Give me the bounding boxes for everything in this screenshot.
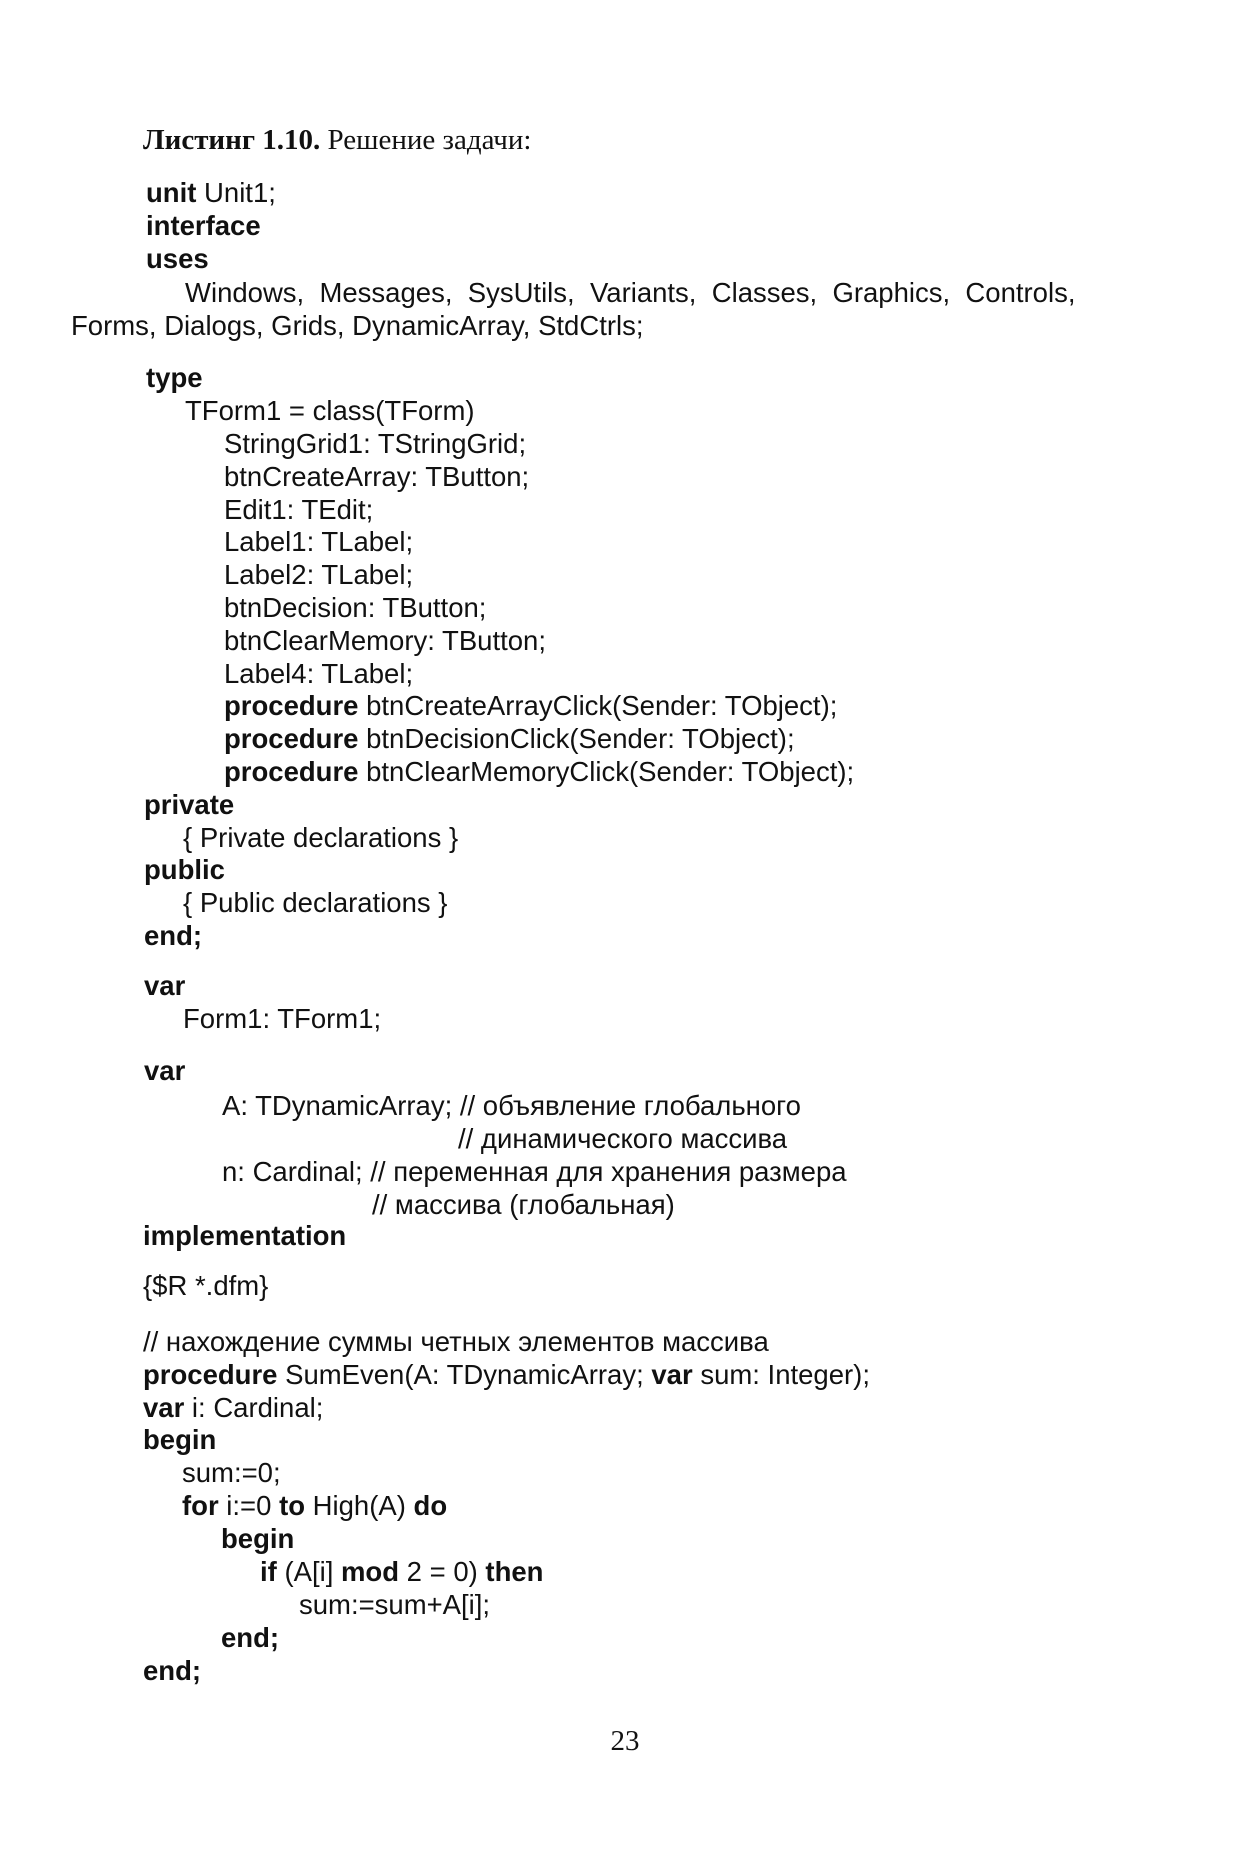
code-line <box>146 177 276 209</box>
code-text: Label1: TLabel; <box>224 526 414 557</box>
code-line <box>224 756 854 788</box>
code-text: Unit1; <box>196 177 276 208</box>
code-line <box>221 1622 279 1654</box>
code-line <box>224 428 526 460</box>
code-line <box>144 970 185 1002</box>
listing-caption <box>143 122 531 158</box>
code-line <box>224 723 795 755</box>
code-line <box>372 1189 675 1221</box>
code-text: // динамического массива <box>458 1123 788 1154</box>
code-text: btnDecisionClick(Sender: TObject); <box>358 723 795 754</box>
code-line <box>146 362 203 394</box>
code-line <box>224 494 373 526</box>
code-text: 2 = 0) <box>399 1556 486 1587</box>
code-line <box>260 1556 543 1588</box>
code-line <box>143 1655 201 1687</box>
code-keyword: to <box>279 1490 306 1521</box>
code-line <box>224 690 837 722</box>
code-line <box>144 1055 185 1087</box>
code-line <box>143 1359 870 1391</box>
code-keyword: private <box>144 789 235 820</box>
code-line <box>183 1003 381 1035</box>
code-line <box>146 210 261 242</box>
code-text: btnClearMemory: TButton; <box>224 625 546 656</box>
code-keyword: if <box>260 1556 277 1587</box>
code-line <box>183 887 447 919</box>
code-text: // массива (глобальная) <box>372 1189 675 1220</box>
code-keyword: end; <box>144 920 203 951</box>
code-keyword: var <box>651 1359 693 1390</box>
code-keyword: procedure <box>224 756 359 787</box>
code-keyword: begin <box>221 1523 295 1554</box>
code-keyword: procedure <box>143 1359 278 1390</box>
code-text: // нахождение суммы четных элементов массива <box>143 1326 769 1357</box>
code-line <box>182 1490 447 1522</box>
code-text: btnDecision: TButton; <box>224 592 487 623</box>
code-line <box>143 1270 268 1302</box>
code-text: High(A) <box>305 1490 414 1521</box>
code-keyword: type <box>146 362 203 393</box>
code-line <box>144 854 225 886</box>
code-text: SumEven(A: TDynamicArray; <box>277 1359 652 1390</box>
code-text: btnCreateArrayClick(Sender: TObject); <box>358 690 838 721</box>
code-line <box>144 920 202 952</box>
code-keyword: procedure <box>224 723 359 754</box>
code-keyword: begin <box>143 1424 217 1455</box>
code-line <box>224 559 413 591</box>
listing-label: Листинг 1.10. <box>143 124 321 156</box>
code-line <box>71 310 644 342</box>
code-text: sum: Integer); <box>692 1359 870 1390</box>
code-keyword: end; <box>143 1655 202 1686</box>
code-text: n: Cardinal; // переменная для хранения размера <box>222 1156 847 1187</box>
code-keyword: do <box>413 1490 448 1521</box>
page-number: 23 <box>610 1725 640 1757</box>
code-text: A: TDynamicArray; // объявление глобального <box>222 1090 801 1121</box>
code-line <box>224 526 413 558</box>
code-line <box>299 1589 490 1621</box>
code-line <box>146 243 209 275</box>
code-text: TForm1 = class(TForm) <box>185 395 475 426</box>
code-keyword: public <box>144 854 225 885</box>
code-line <box>224 658 413 690</box>
code-line <box>183 822 458 854</box>
code-text: Form1: TForm1; <box>183 1003 382 1034</box>
code-keyword: var <box>144 970 186 1001</box>
code-text: btnClearMemoryClick(Sender: TObject); <box>358 756 855 787</box>
code-line <box>143 1392 323 1424</box>
code-text: { Private declarations } <box>183 822 459 853</box>
code-line <box>222 1156 847 1188</box>
code-keyword: mod <box>340 1556 400 1587</box>
code-line <box>224 461 529 493</box>
code-text: StringGrid1: TStringGrid; <box>224 428 527 459</box>
code-text: (A[i] <box>276 1556 341 1587</box>
code-line <box>185 395 475 427</box>
code-keyword: procedure <box>224 690 359 721</box>
code-line <box>143 1326 769 1358</box>
code-line <box>182 1457 281 1489</box>
listing-title: Решение задачи: <box>320 124 532 156</box>
code-text: Label4: TLabel; <box>224 658 414 689</box>
code-text: sum:=sum+A[i]; <box>299 1589 491 1620</box>
code-line <box>143 1220 346 1252</box>
code-text: i:=0 <box>218 1490 280 1521</box>
code-line <box>224 625 546 657</box>
code-keyword: unit <box>146 177 197 208</box>
code-text: btnCreateArray: TButton; <box>224 461 530 492</box>
code-text: {$R *.dfm} <box>143 1270 269 1301</box>
code-text: sum:=0; <box>182 1457 281 1488</box>
code-text: i: Cardinal; <box>184 1392 324 1423</box>
code-keyword: var <box>144 1055 186 1086</box>
code-line <box>224 592 486 624</box>
code-keyword: implementation <box>143 1220 347 1251</box>
code-keyword: uses <box>146 243 209 274</box>
code-line <box>458 1123 787 1155</box>
code-keyword: for <box>182 1490 219 1521</box>
code-keyword: var <box>143 1392 185 1423</box>
code-line <box>222 1090 801 1122</box>
code-line <box>144 789 234 821</box>
code-text: Edit1: TEdit; <box>224 494 374 525</box>
code-text: Label2: TLabel; <box>224 559 414 590</box>
code-line <box>143 1424 216 1456</box>
code-line <box>221 1523 294 1555</box>
code-keyword: end; <box>221 1622 280 1653</box>
code-text: Forms, Dialogs, Grids, DynamicArray, StdCtrls; <box>71 310 644 341</box>
code-keyword: interface <box>146 210 261 241</box>
code-keyword: then <box>485 1556 544 1587</box>
code-text: Windows, Messages, SysUtils, Variants, Classes, Graphics, Controls, <box>185 277 1076 308</box>
code-line <box>185 277 1075 309</box>
code-text: { Public declarations } <box>183 887 448 918</box>
